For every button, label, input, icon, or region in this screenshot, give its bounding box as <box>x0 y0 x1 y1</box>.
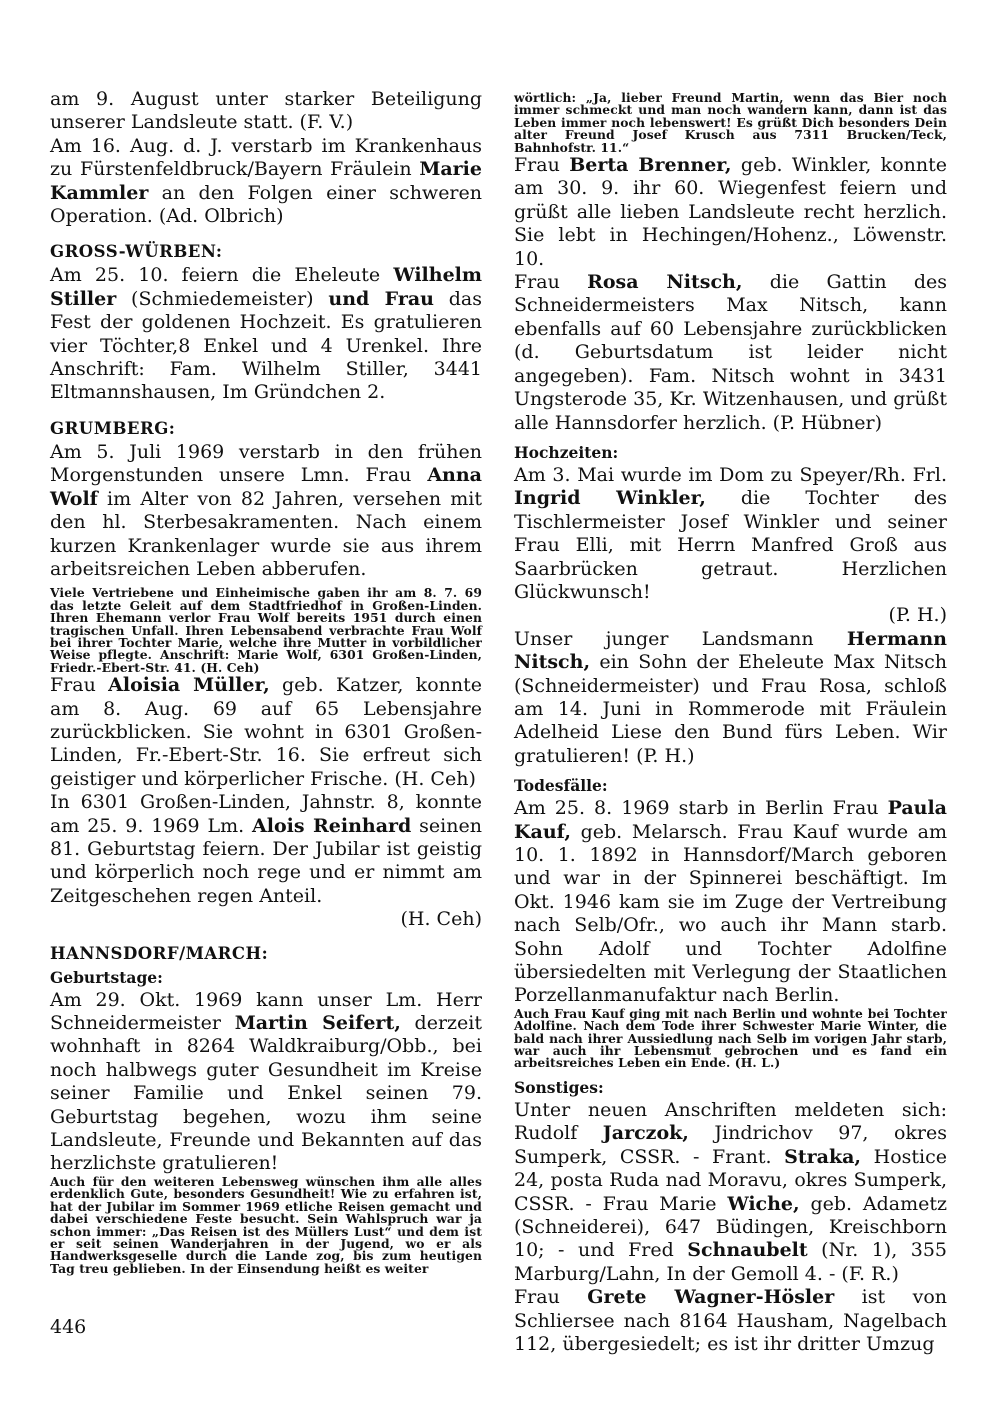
text: Am 25. 10. feiern die Eheleute <box>50 264 394 287</box>
text: an den Folgen einer schweren Operation. (Ad. Olbrich) <box>50 181 482 228</box>
paragraph-rosa-nitsch <box>514 271 947 435</box>
paragraph-reinhard <box>50 791 482 908</box>
person-name: Alois Reinhard <box>252 814 412 837</box>
text: Frau <box>514 154 570 177</box>
text: geb. Melarsch. Frau Kauf wurde am 10. 1. 1892 in Hannsdorf/March geboren und war in der Spinnerei beschäftigt. Im Okt. 1946 kam sie im Zuge der Vertreibung nach Selb/Ofr., wo auch ihr Mann starb. Sohn Adolf und Tochter Adolfine übersiedelten mit Verlegung der Staatlichen Porzellanmanufaktur nach Berlin. <box>514 820 947 1007</box>
text: geb. Katzer, konnte am 8. Aug. 69 auf 65 Lebensjahre zurückblicken. Sie wohnt in 6301 Großen-Linden, Fr.-Ebert-Str. 16. Sie erfreut sich geistiger und körperlicher Frische. (H. Ceh) <box>50 674 482 790</box>
text: Jindrichov 97, okres Sumperk, CSSR. - Frant. <box>514 1122 948 1168</box>
text: Hostice 24, posta Ruda nad Moravu, okres Sumperk, CSSR. - Frau Marie <box>514 1145 947 1215</box>
paragraph-beteiligung <box>50 88 482 135</box>
text: die Tochter des Tischlermeister Josef Winkler und seiner Frau Elli, mit Herrn Manfred Groß aus Saarbrücken getraut. Herzlichen Glückwunsch! <box>514 487 947 603</box>
right-column <box>514 88 947 1356</box>
text: Am 5. Juli 1969 verstarb in den frühen Morgenstunden unsere Lmn. Frau <box>50 440 482 487</box>
person-name: Marie Kammler <box>50 158 482 204</box>
small-print-kauf: Auch Frau Kauf ging mit nach Berlin und wohnte bei Tochter Adolfine. Nach dem Tode ihrer Schwester Marie Winter, die bald nach ihrer Aussiedlung nach Selb im vorigen Jahr starb, war auch ihr Lebensmut gebrochen und es fand ein arbeitsreiches Leben ein Ende. (H. L.) <box>514 1005 947 1071</box>
text: ist von Schliersee nach 8164 Hausham, Nagelbach 112, übergesiedelt; es ist ihr dritter Umzug <box>514 1286 947 1355</box>
text: Unter neuen Anschriften meldeten sich: Rudolf <box>514 1098 947 1145</box>
section-heading-grumberg: GRUMBERG: <box>50 418 176 438</box>
text: Am 25. 8. 1969 starb in Berlin Frau <box>514 797 888 820</box>
bold-text: und Frau <box>328 287 434 310</box>
person-name: Aloisia Müller, <box>108 674 270 697</box>
page-number: 446 <box>50 1316 87 1338</box>
text: geb. Winkler, konnte am 30. 9. ihr 60. Wiegenfest feiern und grüßt alle lieben Landsleute recht herzlich. Sie lebt in Hechingen/Hohenz., Löwenstr. 10. <box>514 154 947 270</box>
person-name: Paula Kauf, <box>514 797 947 843</box>
paragraph-anschriften <box>514 1099 947 1286</box>
person-name: Grete Wagner-Hösler <box>587 1286 835 1309</box>
subheading-todesfaelle: Todesfälle: <box>514 776 608 796</box>
text: die Gattin des Schneidermeisters Max Nitsch, kann ebenfalls auf 60 Lebensjahre zurückblicken (d. Geburtsdatum ist leider nicht angegeben). Fam. Nitsch wohnt in 3431 Ungsterode 35, Kr. Witzenhausen, und grüßt alle Hannsdorfer herzlich. (P. Hübner) <box>514 271 947 434</box>
paragraph-kammler <box>50 135 482 229</box>
paragraph-wagner-hoesler <box>514 1286 947 1356</box>
section-heading-hannsdorf: HANNSDORF/MARCH: <box>50 943 269 963</box>
paragraph-wolf <box>50 441 482 581</box>
text: Frau <box>50 674 109 697</box>
text: seinen 81. Geburtstag feiern. Der Jubilar ist geistig und körperlich noch rege und er nimmt am Zeitgeschehen regen Anteil. <box>50 814 482 907</box>
signature: (P. H.) <box>888 604 947 627</box>
text: (Schmiedemeister) <box>116 287 329 310</box>
person-name: Rosa Nitsch, <box>587 271 743 294</box>
subheading-sonstiges: Sonstiges: <box>514 1077 604 1097</box>
small-print-krusch: wörtlich: „Ja, lieber Freund Martin, wenn das Bier noch immer schmeckt und man noch wandern kann, dann ist das Leben immer noch lebenswert! Es grüßt Dich besonders Dein alter Freund Josef Krusch aus 7311 Brucken/Teck, Bahnhofstr. 11.“ <box>514 90 947 155</box>
text: im Alter von 82 Jahren, versehen mit den hl. Sterbesakramenten. Nach einem kurzen Krankenlager wurde sie aus ihrem arbeitsreichen Leben abberufen. <box>50 487 482 580</box>
person-name: Martin Seifert, <box>234 1012 401 1035</box>
person-name: Ingrid Winkler, <box>514 487 706 510</box>
text: Am 16. Aug. d. J. verstarb im Krankenhaus zu Fürstenfeldbruck/Bayern Fräulein <box>50 134 482 181</box>
paragraph-mueller <box>50 674 482 791</box>
person-name: Schnaubelt <box>687 1239 808 1262</box>
text: derzeit wohnhaft in 8264 Waldkraiburg/Obb., bei noch halbwegs guter Gesundheit im Kreise seiner Familie und Enkel seinen 79. Geburtstag begehen, wozu ihm seine Landsleute, Freunde und Bekannten auf das herzlichste gratulieren! <box>50 1012 483 1175</box>
paragraph-brenner <box>514 154 947 271</box>
left-column <box>50 88 482 1275</box>
text: Frau <box>514 1286 588 1309</box>
person-name: Wilhelm Stiller <box>50 264 482 310</box>
subheading-geburtstage: Geburtstage: <box>50 967 163 987</box>
person-name: Straka, <box>784 1145 862 1168</box>
paragraph-hermann-nitsch <box>514 628 947 768</box>
person-name: Wiche, <box>727 1192 800 1215</box>
paragraph-winkler <box>514 464 947 604</box>
paragraph-kauf <box>514 797 947 1008</box>
paragraph-stiller <box>50 264 482 404</box>
text: Am 3. Mai wurde im Dom zu Speyer/Rh. Frl. <box>514 463 947 486</box>
text: In 6301 Großen-Linden, Jahnstr. 8, konnte am 25. 9. 1969 Lm. <box>50 791 482 837</box>
section-heading-gross-wuerben: GROSS-WÜRBEN: <box>50 242 223 262</box>
text: Unser junger Landsmann <box>514 627 847 650</box>
text: Am 29. Okt. 1969 kann unser Lm. Herr Schneidermeister <box>50 988 482 1035</box>
small-print-wolf: Viele Vertriebene und Einheimische gaben ihr am 8. 7. 69 das letzte Geleit auf dem Stadtfriedhof in Großen-Linden. Ihren Ehemann verlor Frau Wolf bereits 1951 durch einen tragischen Unfall. Ihren Lebensabend verbrachte Frau Wolf bei ihrer Tochter Marie, welche ihre Mutter in vorbildlicher Weise pflegte. Anschrift: Marie Wolf, 6301 Großen-Linden, Friedr.-Ebert-Str. 41. (H. Ceh) <box>50 585 482 675</box>
person-name: Hermann Nitsch, <box>514 627 947 674</box>
person-name: Berta Brenner, <box>569 154 732 177</box>
text: das Fest der goldenen Hochzeit. Es gratulieren vier Töchter,8 Enkel und 4 Urenkel. Ihre Anschrift: Fam. Wilhelm Stiller, 3441 Eltmannshausen, Im Gründchen 2. <box>50 287 483 404</box>
person-name: Jarczok, <box>602 1122 689 1145</box>
signature: (H. Ceh) <box>400 908 482 931</box>
text: ein Sohn der Eheleute Max Nitsch (Schneidermeister) und Frau Rosa, schloß am 14. Juni in Rommerode mit Fräulein Adelheid Liese den Bund fürs Leben. Wir gratulieren! (P. H.) <box>514 651 947 767</box>
text: (Nr. 1), 355 Marburg/Lahn, In der Gemoll 4. - (F. R.) <box>514 1239 948 1285</box>
text: am 9. August unter starker Beteiligung unserer Landsleute statt. (F. V.) <box>50 88 482 134</box>
person-name: Anna Wolf <box>50 464 482 510</box>
paragraph-seifert <box>50 989 482 1176</box>
text: geb. Adametz (Schneiderei), 647 Büdingen, Kreischborn 10; - und Fred <box>514 1192 947 1262</box>
subheading-hochzeiten: Hochzeiten: <box>514 442 619 462</box>
small-print-seifert: Auch für den weiteren Lebensweg wünschen ihm alle alles erdenklich Gute, besonders Gesundheit! Wie zu erfahren ist, hat der Jubilar im Sommer 1969 etliche Reisen gemacht und dabei verschiedene Feste besucht. Sein Wahlspruch war ja schon immer: „Das Reisen ist des Müllers Lust“ und dem ist er seit seinen Wanderjahren in der Jugend, wo er als Handwerksgeselle durch die Lande zog, bis zum heutigen Tag treu geblieben. In der Einsendung heißt es weiter <box>50 1173 482 1276</box>
text: Frau <box>514 271 588 294</box>
